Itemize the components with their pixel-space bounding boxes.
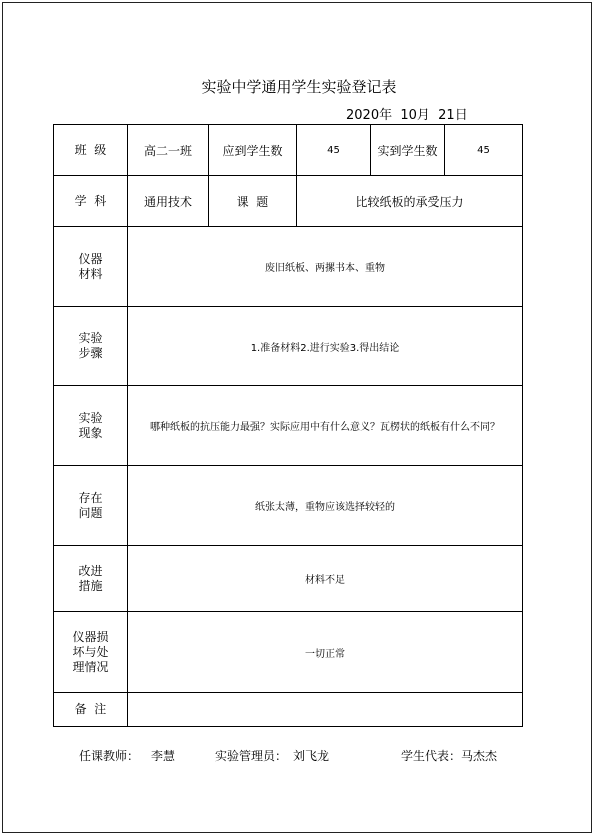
section-label: 存在 问题 bbox=[54, 466, 128, 546]
section-value: 哪种纸板的抗压能力最强？实际应用中有什么意义？瓦楞状的纸板有什么不同？ bbox=[128, 386, 523, 466]
subject-label: 学 科 bbox=[54, 176, 128, 227]
section-label: 改进 措施 bbox=[54, 546, 128, 612]
actual-value: 45 bbox=[445, 125, 523, 176]
page-title: 实验中学通用学生实验登记表 bbox=[201, 78, 397, 96]
table-row bbox=[54, 386, 523, 466]
admin-label: 实验管理员： bbox=[215, 749, 288, 763]
remarks-label: 备 注 bbox=[54, 693, 128, 727]
table-row bbox=[54, 125, 523, 176]
topic-value: 比较纸板的承受压力 bbox=[297, 176, 523, 227]
table-row bbox=[54, 546, 523, 612]
section-label: 仪器 材料 bbox=[54, 227, 128, 307]
table-row bbox=[54, 612, 523, 693]
student-name: 马杰杰 bbox=[461, 749, 498, 763]
table-row bbox=[54, 466, 523, 546]
date-text: 2020年 10月 21日 bbox=[346, 108, 468, 123]
admin-name: 刘飞龙 bbox=[293, 749, 330, 763]
section-value: 一切正常 bbox=[128, 612, 523, 693]
subject-value: 通用技术 bbox=[128, 176, 209, 227]
section-value: 纸张太薄，重物应该选择较轻的 bbox=[128, 466, 523, 546]
section-value: 材料不足 bbox=[128, 546, 523, 612]
section-value: 废旧纸板、两摞书本、重物 bbox=[128, 227, 523, 307]
remarks-value bbox=[128, 693, 523, 727]
topic-label: 课 题 bbox=[209, 176, 297, 227]
student-label: 学生代表： bbox=[401, 749, 462, 763]
registration-table bbox=[53, 124, 523, 727]
table-row bbox=[54, 227, 523, 307]
section-value: 1.准备材料2.进行实验3.得出结论 bbox=[128, 307, 523, 386]
table-row bbox=[54, 307, 523, 386]
class-value: 高二一班 bbox=[128, 125, 209, 176]
table-row bbox=[54, 176, 523, 227]
teacher-label: 任课教师： bbox=[79, 749, 140, 763]
section-label: 实验 步骤 bbox=[54, 307, 128, 386]
class-label: 班 级 bbox=[54, 125, 128, 176]
expected-value: 45 bbox=[297, 125, 371, 176]
section-label: 实验 现象 bbox=[54, 386, 128, 466]
actual-label: 实到学生数 bbox=[371, 125, 445, 176]
teacher-name: 李慧 bbox=[151, 749, 176, 763]
section-label: 仪器损 坏与处 理情况 bbox=[54, 612, 128, 693]
expected-label: 应到学生数 bbox=[209, 125, 297, 176]
table-row bbox=[54, 693, 523, 727]
